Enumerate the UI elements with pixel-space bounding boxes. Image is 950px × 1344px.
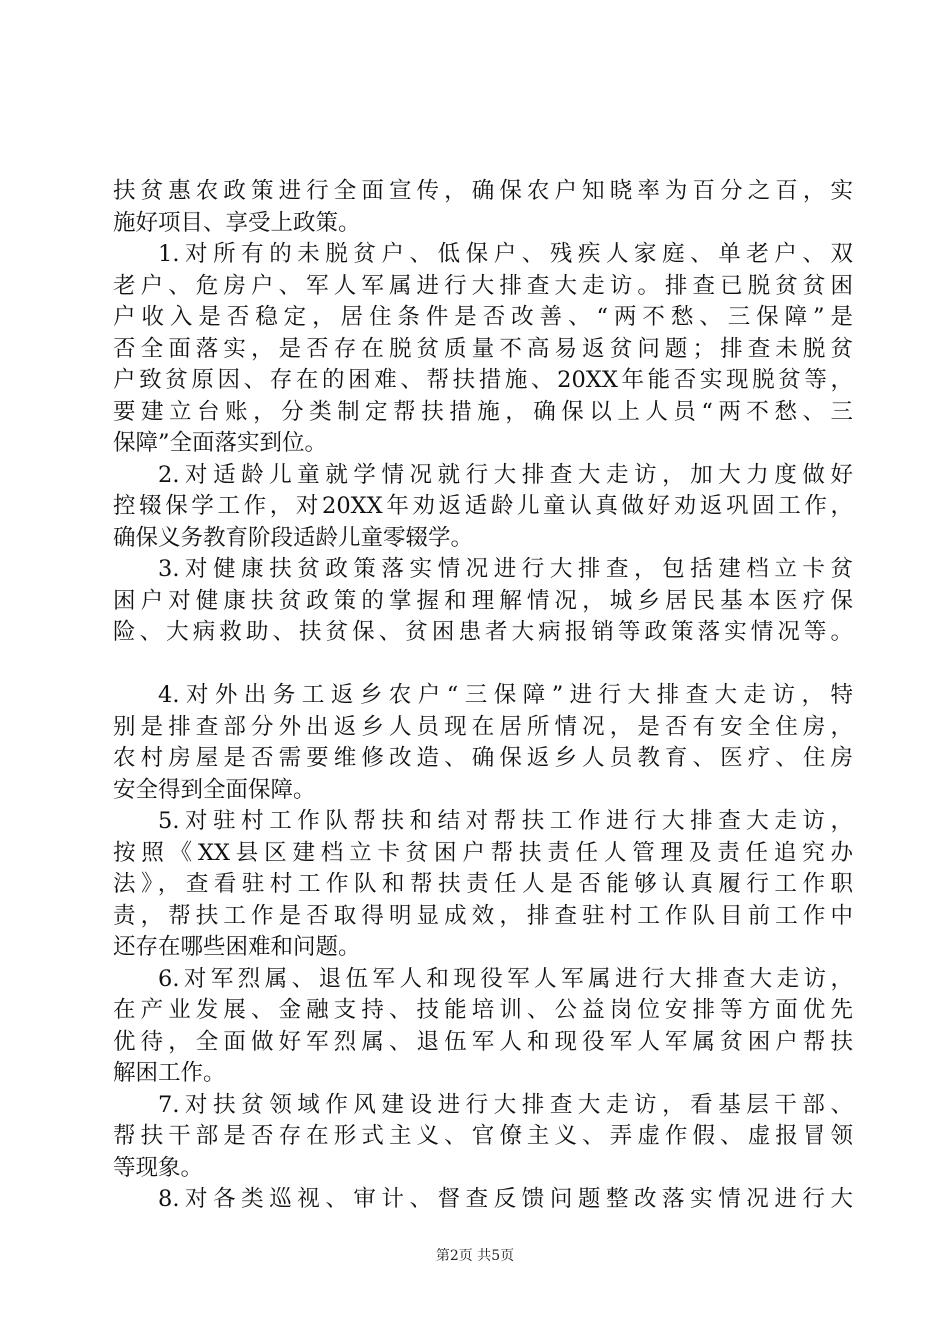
text-line: 保障”全面落实到位。 bbox=[113, 430, 328, 456]
text-line: 否全面落实，是否存在脱贫质量不高易返贫问题；排查未脱贫 bbox=[113, 335, 853, 362]
text-line: 5.对驻村工作队帮扶和结对帮扶工作进行大排查大走访， bbox=[158, 808, 853, 834]
blank-line bbox=[113, 649, 853, 681]
page-footer: 第2页 共5页 bbox=[435, 1248, 515, 1264]
text-line: 户致贫原因、存在的困难、帮扶措施、20XX年能否实现脱贫等， bbox=[113, 367, 853, 393]
text-line: 7.对扶贫领域作风建设进行大排查大走访，看基层干部、 bbox=[158, 1091, 853, 1118]
text-line: 户收入是否稳定，居住条件是否改善、“两不愁、三保障”是 bbox=[113, 304, 853, 330]
text-line: 按照《XX县区建档立卡贫困户帮扶责任人管理及责任追究办 bbox=[113, 839, 853, 866]
text-line: 老户、危房户、军人军属进行大排查大走访。排查已脱贫贫困 bbox=[113, 272, 853, 299]
text-line: 优待，全面做好军烈属、退伍军人和现役军人军属贫困户帮扶 bbox=[113, 1028, 853, 1055]
text-line: 责，帮扶工作是否取得明显成效，排查驻村工作队目前工作中 bbox=[113, 902, 853, 929]
text-line: 控辍保学工作，对20XX年劝返适龄儿童认真做好劝返巩固工作， bbox=[113, 493, 853, 519]
text-line: 要建立台账，分类制定帮扶措施，确保以上人员“两不愁、三 bbox=[113, 398, 853, 425]
text-line: 确保义务教育阶段适龄儿童零辍学。 bbox=[113, 524, 474, 551]
text-line: 1.对所有的未脱贫户、低保户、残疾人家庭、单老户、双 bbox=[158, 241, 853, 267]
text-line: 2.对适龄儿童就学情况就行大排查大走访，加大力度做好 bbox=[158, 461, 853, 488]
text-line: 等现象。 bbox=[113, 1154, 204, 1181]
text-line: 在产业发展、金融支持、技能培训、公益岗位安排等方面优先 bbox=[113, 997, 853, 1023]
text-line: 3.对健康扶贫政策落实情况进行大排查，包括建档立卡贫 bbox=[158, 556, 853, 582]
text-line: 扶贫惠农政策进行全面宣传，确保农户知晓率为百分之百，实 bbox=[113, 178, 853, 204]
text-line: 4.对外出务工返乡农户“三保障”进行大排查大走访，特 bbox=[158, 682, 853, 708]
text-line: 还存在哪些困难和问题。 bbox=[113, 934, 361, 960]
text-line: 帮扶干部是否存在形式主义、官僚主义、弄虚作假、虚报冒领 bbox=[113, 1123, 853, 1149]
text-line: 8.对各类巡视、审计、督查反馈问题整改落实情况进行大 bbox=[158, 1186, 853, 1212]
text-line: 施好项目、享受上政策。 bbox=[113, 209, 361, 236]
text-line: 6.对军烈属、退伍军人和现役军人军属进行大排查大走访， bbox=[158, 965, 853, 992]
text-line: 解困工作。 bbox=[113, 1060, 226, 1086]
text-line: 别是排查部分外出返乡人员现在居所情况，是否有安全住房， bbox=[113, 713, 853, 740]
document-body bbox=[113, 176, 853, 1216]
text-line: 困户对健康扶贫政策的掌握和理解情况，城乡居民基本医疗保 bbox=[113, 587, 853, 614]
text-line: 法》，查看驻村工作队和帮扶责任人是否能够认真履行工作职 bbox=[113, 871, 853, 897]
text-line: 农村房屋是否需要维修改造、确保返乡人员教育、医疗、住房 bbox=[113, 745, 853, 771]
text-line: 险、大病救助、扶贫保、贫困患者大病报销等政策落实情况等。 bbox=[113, 619, 853, 645]
text-line: 安全得到全面保障。 bbox=[113, 776, 316, 803]
